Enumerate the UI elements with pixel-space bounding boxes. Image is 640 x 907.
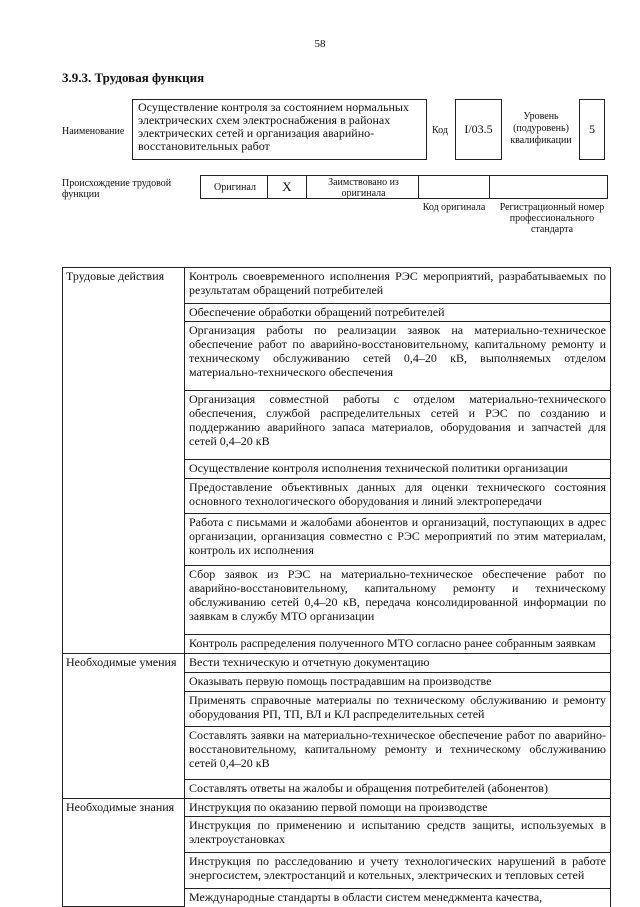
registration-number-caption: Регистрационный номер профессионального стандарта — [499, 202, 605, 235]
competency-table — [62, 267, 611, 907]
level-value-box: 5 — [579, 99, 605, 160]
original-code-cell — [418, 175, 490, 199]
table-cell: Обеспечение обработки обращений потребителей — [185, 303, 611, 322]
table-cell: Инструкция по расследованию и учету технологических нарушений в работе энергосистем, электростанций и котельных, электрических и тепловых сетей — [185, 852, 611, 888]
table-cell: Международные стандарты в области систем менеджмента качества, — [185, 888, 611, 907]
table-row — [63, 268, 611, 304]
table-cell: Контроль распределения полученного МТО согласно ранее собранным заявкам — [185, 635, 611, 654]
original-mark-cell — [267, 175, 307, 199]
original-label: Оригинал — [214, 182, 256, 193]
table-cell: Вести техническую и отчетную документацию — [185, 654, 611, 673]
level-label: Уровень (подуровень) квалификации — [510, 111, 572, 146]
table-cell: Организация работы по реализации заявок на материально-техническое обеспечение работ по аварийно-восстановительному, капитальному ремонту и техническому обслуживанию сетей 0,4–20 кВ, выполняемых отделом материально-технического обеспечения — [185, 322, 611, 391]
code-value-box: I/03.5 — [455, 99, 502, 160]
table-cell: Организация совместной работы с отделом материально-технического обеспечения, службой распределительных сетей и РЭС по созданию и поддержанию аварийного запаса материалов, оборудования и запчастей для сетей 0,4–20 кВ — [185, 391, 611, 460]
category-cell: Необходимые знания — [63, 798, 185, 907]
table-cell: Составлять ответы на жалобы и обращения потребителей (абонентов) — [185, 779, 611, 798]
table-cell: Сбор заявок из РЭС на материально-техническое обеспечение работ по аварийно-восстановительному, капитальному ремонту и техническому обслуживанию сетей 0,4–20 кВ, передача консолидированной информации по заявкам в службу МТО организации — [185, 566, 611, 635]
borrowed-cell — [306, 175, 419, 199]
section-title: 3.9.3. Трудовая функция — [62, 70, 205, 85]
code-original-caption: Код оригинала — [422, 202, 486, 213]
table-cell: Инструкция по оказанию первой помощи на производстве — [185, 798, 611, 817]
table-row — [63, 654, 611, 673]
page-number: 58 — [314, 38, 326, 50]
table-cell: Оказывать первую помощь пострадавшим на производстве — [185, 672, 611, 691]
borrowed-label: Заимствовано из оригинала — [328, 177, 399, 199]
table-cell: Предоставление объективных данных для оценки технического состояния основного технологического оборудования и линий электропередачи — [185, 478, 611, 514]
category-cell: Трудовые действия — [63, 268, 185, 654]
registration-number-cell — [489, 175, 608, 199]
category-cell: Необходимые умения — [63, 654, 185, 798]
table-cell: Применять справочные материалы по техническому обслуживанию и ремонту оборудования РП, ТП, ВЛ и КЛ распределительных сетей — [185, 691, 611, 727]
origin-label: Происхождение трудовой функции — [62, 178, 172, 200]
original-mark: X — [282, 179, 292, 194]
table-cell: Контроль своевременного исполнения РЭС мероприятий, разрабатываемых по результатам обращений потребителей — [185, 268, 611, 304]
original-cell — [200, 175, 268, 199]
table-cell: Составлять заявки на материально-техническое обеспечение работ по аварийно-восстановительному, капитальному ремонту и техническому обслуживанию сетей 0,4–20 кВ — [185, 727, 611, 779]
table-cell: Осуществление контроля исполнения технической политики организации — [185, 459, 611, 478]
function-name-box: Осуществление контроля за состоянием нормальных электрических схем электроснабжения в районах электрических сетей и организация аварийно-восстановительных работ — [132, 99, 427, 160]
table-row — [63, 798, 611, 817]
table-cell: Инструкция по применению и испытанию средств защиты, используемых в электроустановках — [185, 817, 611, 853]
code-label: Код — [432, 125, 448, 136]
table-cell: Работа с письмами и жалобами абонентов и организаций, поступающих в адрес организации, организация совместно с РЭС мероприятий по этим материалам, контроль их исполнения — [185, 514, 611, 566]
origin-table — [200, 175, 608, 199]
name-label: Наименование — [62, 126, 125, 137]
